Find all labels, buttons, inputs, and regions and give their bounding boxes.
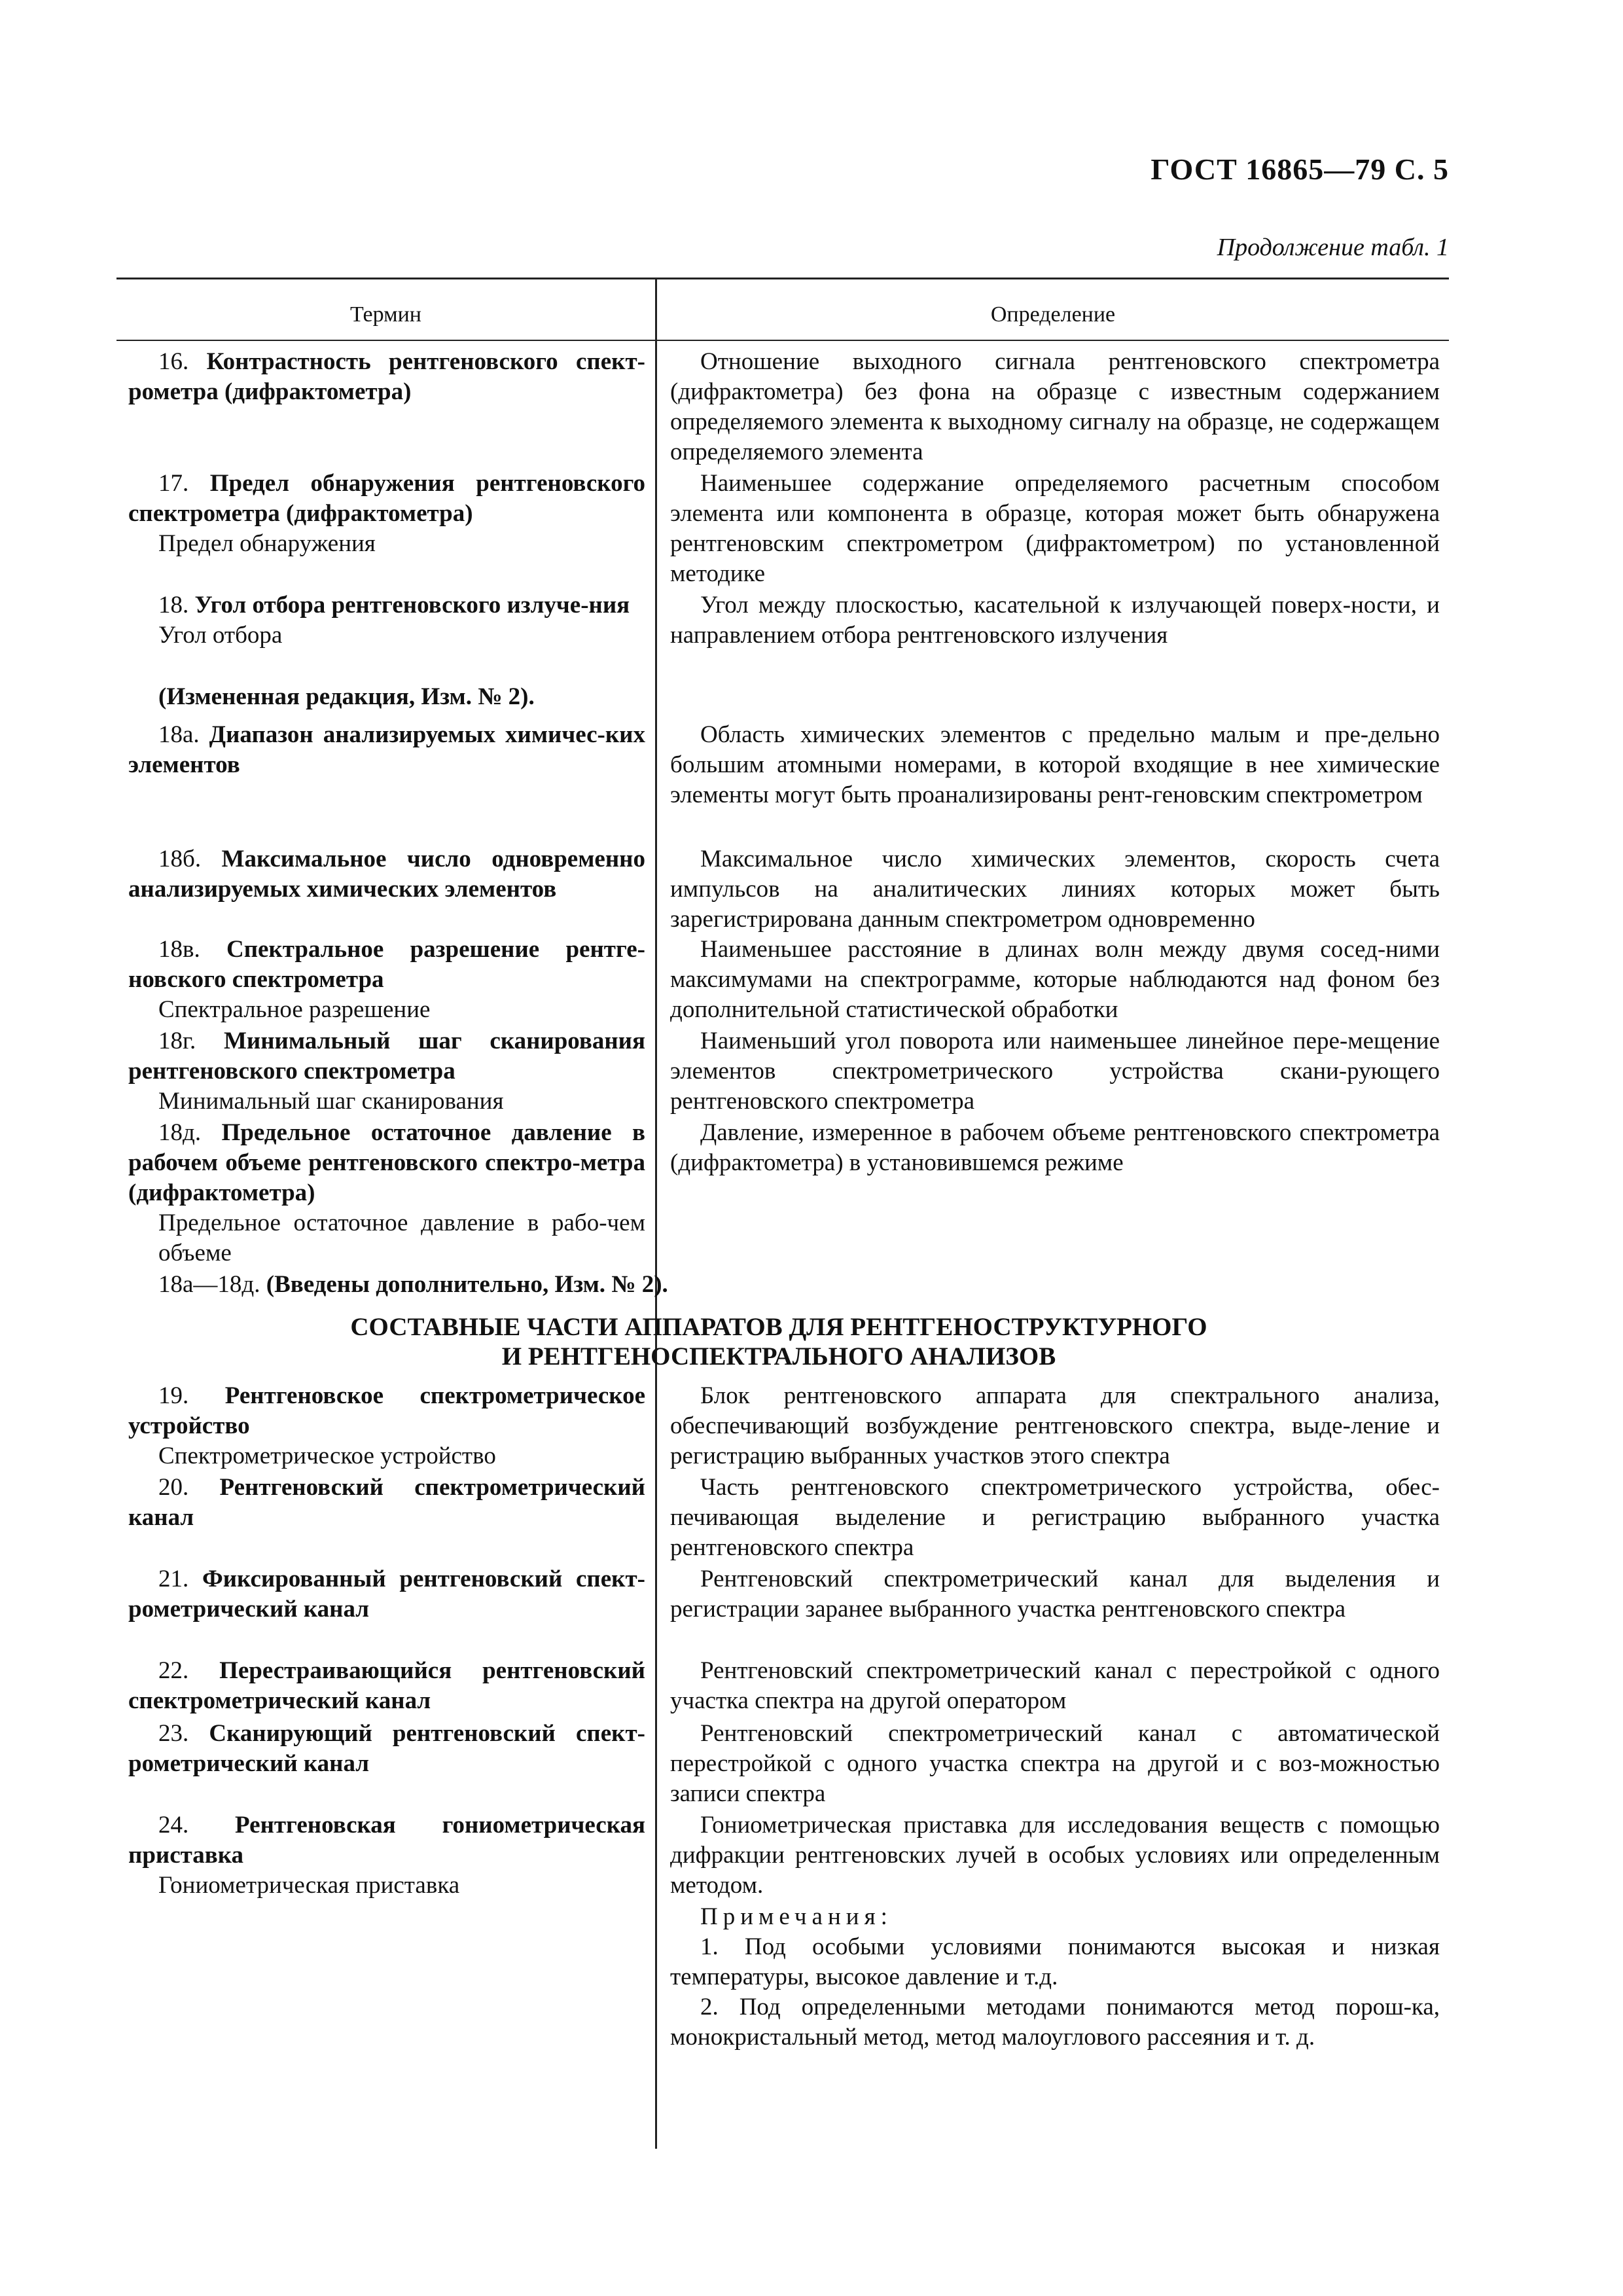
term-synonym: Предел обнаружения — [158, 530, 376, 557]
term-text: Рентгеновская гониометрическая приставка — [128, 1812, 645, 1869]
column-header-definition: Определение — [990, 302, 1116, 327]
note-item-1: 1. Под особыми условиями понимаются высокая и низкая температуры, высокое давление и т.д. — [670, 1933, 1440, 1990]
term-number: 22. — [158, 1657, 189, 1684]
term-18g — [128, 1026, 645, 1117]
term-text: Контрастность рентгеновского спект-рометра (дифрактометра) — [128, 348, 645, 405]
term-21 — [128, 1564, 645, 1624]
term-text: Предел обнаружения рентгеновского спектрометра (дифрактометра) — [128, 470, 645, 527]
note-item-2: 2. Под определенными методами понимаются метод порош-ка, монокристальный метод, метод малоуглового рассеяния и т. д. — [670, 1994, 1440, 2051]
table-continuation-label: Продолжение табл. 1 — [1217, 234, 1449, 261]
header-bottom-rule — [116, 340, 1449, 341]
amendment-note-18a-18d — [158, 1270, 668, 1300]
definition-20: Часть рентгеновского спектрометрического устройства, обес-печивающая выделение и регистрацию выбранного участка рентгеновского спектра — [670, 1474, 1440, 1561]
term-synonym: Угол отбора — [158, 622, 283, 649]
term-22 — [128, 1656, 645, 1716]
definition-18d: Давление, измеренное в рабочем объеме рентгеновского спектрометра (дифрактометра) в установившемся режиме — [670, 1119, 1440, 1176]
term-number: 21. — [158, 1566, 189, 1592]
term-number: 18г. — [158, 1028, 196, 1054]
column-header-term: Термин — [350, 302, 421, 327]
term-number: 18а. — [158, 721, 200, 748]
term-24 — [128, 1810, 645, 1901]
term-text: Спектральное разрешение рентге-новского спектрометра — [128, 936, 646, 993]
term-text: Фиксированный рентгеновский спект-рометрический канал — [128, 1566, 645, 1623]
term-number: 19. — [158, 1382, 189, 1409]
term-number: 17. — [158, 470, 189, 497]
term-synonym: Спектральное разрешение — [158, 996, 431, 1023]
definition-18: Угол между плоскостью, касательной к излучающей поверх-ности, и направлением отбора рентгеновского излучения — [670, 592, 1440, 649]
definition-18v: Наименьшее расстояние в длинах волн между двумя сосед-ними максимумами на спектрограмме, которые наблюдаются над фоном без дополнительной статистической обработки — [670, 936, 1440, 1023]
definition-19: Блок рентгеновского аппарата для спектрального анализа, обеспечивающий возбуждение рентгеновского спектра, выде-ление и регистрацию выбранных участков этого спектра — [670, 1382, 1440, 1469]
term-number: 18в. — [158, 936, 200, 963]
term-number: 20. — [158, 1474, 189, 1501]
term-number: 18б. — [158, 846, 202, 872]
term-synonym: Гониометрическая приставка — [158, 1872, 460, 1899]
term-synonym: Предельное остаточное давление в рабо-чем объеме — [158, 1210, 645, 1266]
term-number: 16. — [158, 348, 189, 375]
term-18d — [128, 1118, 645, 1268]
term-19 — [128, 1381, 645, 1471]
amendment-note-18: (Измененная редакция, Изм. № 2). — [158, 683, 535, 710]
term-16 — [128, 347, 645, 407]
term-20 — [128, 1473, 645, 1533]
section-title — [236, 1312, 1322, 1371]
term-text: Максимальное число одновременно анализируемых химических элементов — [128, 846, 645, 903]
term-18 — [128, 590, 645, 651]
term-text: Предельное остаточное давление в рабочем объеме рентгеновского спектро-метра (дифрактометра) — [128, 1119, 645, 1206]
column-separator — [655, 279, 657, 2149]
term-18a — [128, 720, 645, 780]
definition-18a: Область химических элементов с предельно малым и пре-дельно большим атомными номерами, в которой входящие в нее химические элементы могут быть проанализированы рент-геновским спектрометром — [670, 721, 1440, 808]
term-text: Угол отбора рентгеновского излуче-ния — [194, 592, 630, 619]
amendment-range: 18а—18д. — [158, 1271, 260, 1298]
term-text: Сканирующий рентгеновский спект-рометрический канал — [128, 1720, 645, 1777]
definition-23: Рентгеновский спектрометрический канал с автоматической перестройкой с одного участка спектра на другой и с воз-можностью записи спектра — [670, 1720, 1440, 1807]
term-synonym: Минимальный шаг сканирования — [158, 1088, 504, 1115]
section-title-line-1: СОСТАВНЫЕ ЧАСТИ АППАРАТОВ ДЛЯ РЕНТГЕНОСТРУКТУРНОГО — [350, 1313, 1207, 1341]
amendment-text: (Введены дополнительно, Изм. № 2). — [266, 1271, 668, 1298]
definition-21: Рентгеновский спектрометрический канал для выделения и регистрации заранее выбранного участка рентгеновского спектра — [670, 1566, 1440, 1623]
notes-title: Примечания: — [700, 1903, 893, 1930]
term-number: 18. — [158, 592, 189, 619]
term-number: 18д. — [158, 1119, 202, 1146]
term-text: Диапазон анализируемых химичес-ких элементов — [128, 721, 645, 778]
definition-22: Рентгеновский спектрометрический канал с перестройкой с одного участка спектра на другой оператором — [670, 1657, 1440, 1714]
notes-block — [670, 1902, 1440, 2053]
definition-18b: Максимальное число химических элементов, скорость счета импульсов на аналитических линиях которых может быть зарегистрирована данным спектрометром одновременно — [670, 846, 1440, 933]
term-number: 23. — [158, 1720, 189, 1747]
term-text: Перестраивающийся рентгеновский спектрометрический канал — [128, 1657, 646, 1714]
standard-code: ГОСТ 16865—79 С. 5 — [1150, 152, 1449, 186]
term-18v — [128, 935, 645, 1025]
term-synonym: Спектрометрическое устройство — [158, 1443, 496, 1469]
table-top-rule — [116, 278, 1449, 279]
term-text: Рентгеновское спектрометрическое устройство — [128, 1382, 645, 1439]
term-text: Минимальный шаг сканирования рентгеновского спектрометра — [128, 1028, 646, 1085]
definition-24: Гониометрическая приставка для исследования веществ с помощью дифракции рентгеновских лучей в особых условиях или определенным методом. — [670, 1812, 1440, 1899]
term-23 — [128, 1719, 645, 1779]
section-title-line-2: И РЕНТГЕНОСПЕКТРАЛЬНОГО АНАЛИЗОВ — [501, 1342, 1056, 1371]
definition-17: Наименьшее содержание определяемого расчетным способом элемента или компонента в образце, которая может быть обнаружена рентгеновским спектрометром (дифрактометром) по установленной методике — [670, 470, 1440, 587]
term-18b — [128, 844, 645, 905]
term-17 — [128, 469, 645, 559]
term-number: 24. — [158, 1812, 189, 1839]
definition-18g: Наименьший угол поворота или наименьшее линейное пере-мещение элементов спектрометрического устройства скани-рующего рентгеновского спектрометра — [670, 1028, 1440, 1115]
definition-16: Отношение выходного сигнала рентгеновского спектрометра (дифрактометра) без фона на образце с известным содержанием определяемого элемента к выходному сигналу на образце, не содержащем определяемого элемента — [670, 348, 1440, 465]
term-text: Рентгеновский спектрометрический канал — [128, 1474, 645, 1531]
